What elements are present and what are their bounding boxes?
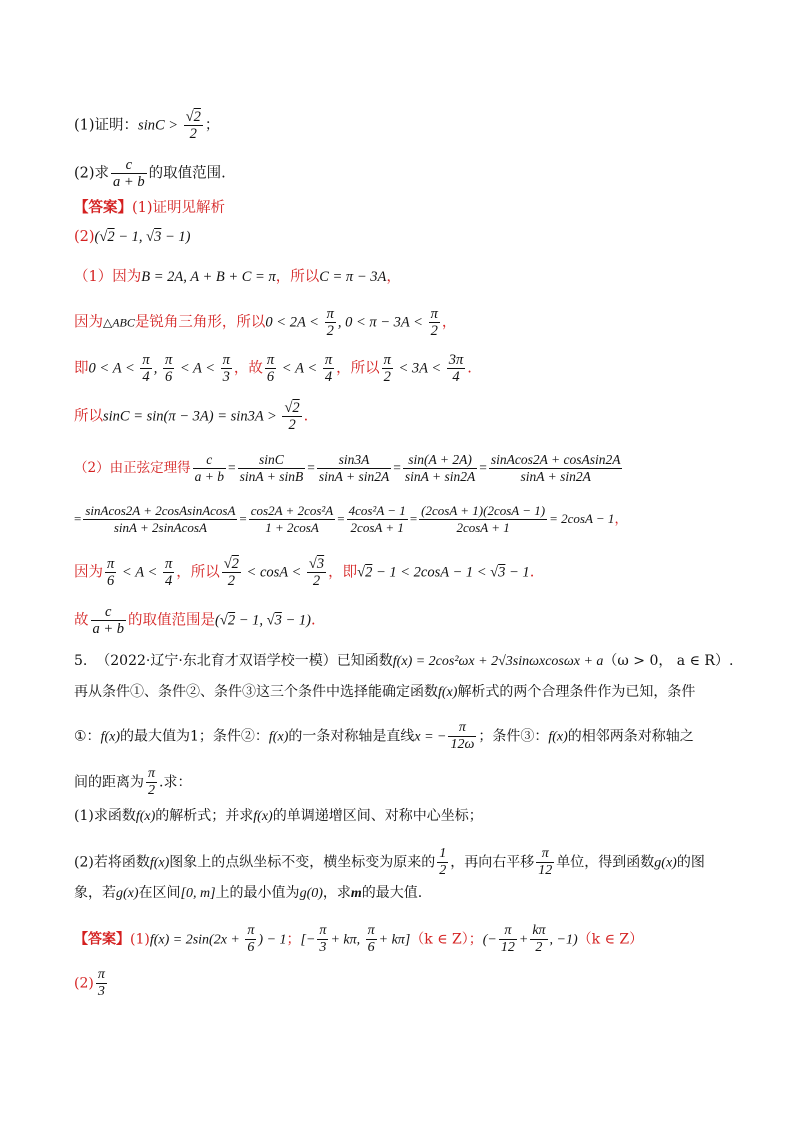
text: （1）因为 (74, 269, 142, 285)
text: 解析式的两个合理条件作为已知，条件 (457, 684, 696, 700)
question-5-part-1 (74, 805, 740, 828)
text: ； (286, 931, 301, 948)
math-expr: f(x) (438, 685, 458, 700)
text: ，即 (328, 564, 358, 581)
solution-line-2: 因为△ABC是锐角三角形，所以0 < 2A < $\frac{\pi}{2}$ , 0 < π − 3A < $\frac{\pi}{2}$ ， (74, 306, 457, 339)
text: ，所以 (336, 360, 380, 377)
text: 的最大值为1；条件②： (120, 728, 269, 745)
text: 因为 (74, 564, 103, 581)
solution-line-4: 所以sinC = sin(π − 3A) = sin3A > $\frac{√2}{2}$ . (74, 400, 309, 433)
text: ①： (74, 728, 101, 745)
question-condition: （ω > 0， a ∈ R）. (603, 653, 734, 669)
solution-line-7: 因为 $\frac{\pi}{6}$ < A < $\frac{\pi}{4}$ ，所以 $\frac{√2}{2}$ < cosA < $\frac{√3}{2}$ ，即√2 − 1 < 2cosA − 1 < √3 − 1. (74, 556, 535, 589)
text: ，所以 (176, 564, 220, 581)
math-expr: f(x) (253, 809, 273, 824)
text: 在区间 (138, 885, 181, 901)
answer-5-line-1: 【答案】(1)f(x) = 2sin(2x + $\frac{\pi}{6}$ ) − 1；[− $\frac{\pi}{3}$ + kπ, $\frac{\pi}{6}$ + kπ]（k ∈ Z）；(− $\frac{\pi}{12}$ + $\frac{k\pi}{2}$ , −1)（k ∈ Z） (74, 923, 644, 955)
question-5-line-1 (74, 650, 740, 673)
solution-line-5: （2）由正弦定理得 $\frac{c}{a + b}$ = $\frac{\sin C}{\sin A + \sin B}$ = $\frac{\sin 3A}{\sin A + \sin 2A}$ = $\frac{\sin(A + 2A)}{\sin A + \sin 2A}$ = $\frac{\text{sinAcos2A + cosAsin2A}}{\sin A + \sin 2A}$ (74, 452, 621, 484)
text: ，再向右平移 (450, 854, 535, 871)
math-expr: m (350, 886, 362, 901)
question-5-line-4: 间的距离为 $\frac{\pi}{2}$ .求： (74, 766, 192, 798)
question-5-part-2-line-1: (2)若将函数f(x)图象上的点纵坐标不变，横坐标变为原来的 $\frac{1}{2}$ ，再向右平移 $\frac{\pi}{12}$ 单位，得到函数g(x)的图 (74, 846, 705, 878)
math-expr: B = 2A, A + B + C = π (141, 269, 276, 285)
text: （k ∈ Z） (577, 931, 644, 948)
text: ， (386, 269, 401, 285)
text: 的最大值. (361, 885, 423, 901)
text: 因为 (74, 314, 103, 331)
text: 即 (74, 360, 89, 377)
solution-line-1 (74, 266, 740, 288)
function-def: f(x) = 2cos²ωx + 2√3sinωxcosωx + a (392, 654, 604, 669)
text: 的解析式；并求 (155, 808, 254, 824)
text: ， (441, 314, 457, 331)
math-expr: g(x) (116, 886, 139, 901)
math-expr: [0, m] (180, 886, 216, 901)
question-5-part-2-line-2 (74, 882, 740, 905)
answer2-label: (2) (74, 229, 95, 245)
math-expr: g(0) (299, 886, 323, 901)
text: . (467, 360, 472, 377)
text: . (529, 564, 535, 581)
question-source: （2022·辽宁·东北育才双语学校一模）已知函数 (96, 653, 393, 669)
solution-line-8: 故 $\frac{c}{a + b}$ 的取值范围是(√2 − 1, √3 − 1). (74, 604, 316, 637)
text: 象，若 (74, 885, 116, 901)
text: 的相邻两条对称轴之 (567, 728, 694, 745)
question-5-line-2 (74, 681, 740, 704)
text: ，故 (233, 360, 263, 377)
text: ， (614, 512, 628, 527)
part2-label: (2)求 (74, 165, 110, 182)
math-expr: △ABC (103, 315, 135, 330)
text: 间的距离为 (74, 774, 144, 791)
text: （k ∈ Z）； (410, 931, 483, 948)
part2-prompt (74, 157, 740, 190)
text: ，求 (322, 885, 351, 901)
text: .求： (159, 774, 192, 791)
math-expr: C = π − 3A (319, 269, 387, 285)
math-expr: f(x) (149, 855, 170, 871)
frac-numerator: c (111, 157, 147, 174)
text: 的单调递增区间、对称中心坐标； (272, 808, 483, 824)
frac-denominator: a + b (113, 174, 145, 190)
text: (1)求函数 (74, 808, 136, 824)
text: 图象上的点纵坐标不变，横坐标变为原来的 (169, 854, 436, 871)
text: （2）由正弦定理得 (74, 460, 191, 476)
part1-prompt: (1)证明：sinC > $\frac{√2}{2}$ ； (74, 109, 220, 142)
text: . (303, 408, 309, 425)
question-5-line-3: ①：f(x)的最大值为1；条件②：f(x)的一条对称轴是直线x = − $\frac{\pi}{12\omega}$ ；条件③：f(x)的相邻两条对称轴之 (74, 720, 694, 752)
text: 的一条对称轴是直线 (288, 728, 415, 745)
answer-bracket: 【答案】 (74, 199, 132, 216)
math-expr: f(x) (548, 729, 568, 745)
text: 所以 (74, 408, 103, 425)
text: 的图 (676, 854, 705, 871)
text: (2) (74, 975, 94, 992)
answer-bracket: 【答案】 (74, 931, 130, 948)
part1-label: (1)证明： (74, 117, 139, 134)
answer-text: (1)证明见解析 (132, 200, 226, 216)
answer-5-line-2: (2) $\frac{\pi}{3}$ (74, 967, 105, 999)
answer-2: (2)(√2 − 1, √3 − 1) (74, 229, 191, 245)
text: . (310, 612, 316, 629)
answer-1 (74, 197, 740, 219)
text: 的取值范围是 (128, 612, 216, 629)
part2-tail: 的取值范围. (148, 165, 226, 182)
math-expr: f(x) (100, 729, 120, 745)
text: 单位，得到函数 (556, 854, 655, 871)
text: ；条件③： (478, 728, 549, 745)
math-expr: f(x) (268, 729, 289, 745)
text: (2)若将函数 (74, 854, 150, 871)
text: ，所以 (275, 269, 320, 285)
solution-line-3: 即0 < A < $\frac{\pi}{4}$ , $\frac{\pi}{6}$ < A < $\frac{\pi}{3}$ ，故 $\frac{\pi}{6}$ < A < $\frac{\pi}{4}$ ，所以 $\frac{\pi}{2}$ < 3A < $\frac{3\pi}{4}$ . (74, 352, 472, 385)
text: (1) (130, 931, 150, 948)
math-expr: g(x) (654, 855, 677, 871)
text: 是锐角三角形，所以 (134, 314, 266, 331)
question-number: 5. (74, 653, 88, 669)
text: 上的最小值为 (215, 885, 300, 901)
text: 再从条件①、条件②、条件③这三个条件中选择能确定函数 (74, 684, 438, 700)
math-expr: f(x) (135, 809, 156, 824)
solution-line-6: = $\frac{\text{sinAcos2A + 2cosAsinAcosA}}{\text{sinA + 2sinAcosA}}$ = $\frac{\text{cos2A + 2cos²A}}{1 + 2\cos A}$ = $\frac{\text{4cos²A − 1}}{2\cos A + 1}$ = $\frac{(2\cos A + 1)(2\cos A - 1)}{2\cos A + 1}$ = 2cosA − 1， (74, 503, 628, 535)
text: 故 (74, 612, 89, 629)
